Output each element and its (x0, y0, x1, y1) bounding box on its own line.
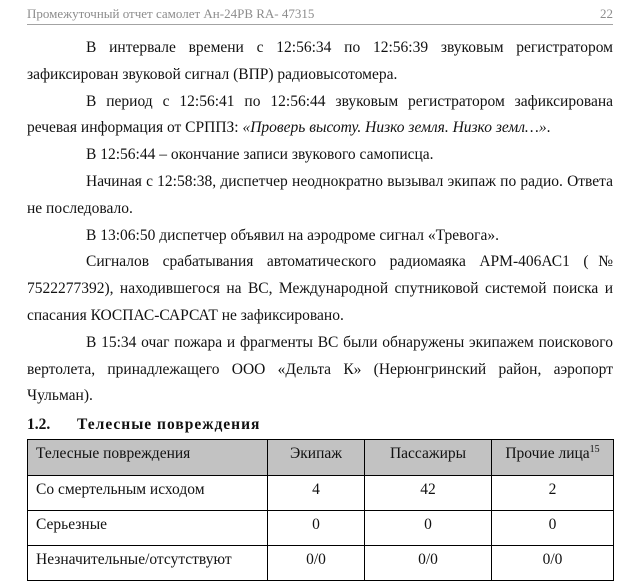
table-cell-value: 0 (268, 511, 365, 546)
running-header-title: Промежуточный отчет самолет Ан-24РВ RA- 47315 (27, 6, 315, 21)
footnote-reference: 15 (589, 444, 600, 455)
table-row-serious (28, 511, 614, 546)
paragraph (27, 330, 613, 410)
table-cell-value: 2 (492, 476, 614, 511)
paragraph-text: В 13:06:50 диспетчер объявил на аэродроме сигнал «Тревога». (86, 226, 499, 244)
table-cell-value: 0/0 (268, 546, 365, 581)
table-cell-value: 0/0 (365, 546, 492, 581)
table-header-row (28, 440, 614, 476)
paragraph (27, 89, 613, 143)
table-cell-value: 0 (492, 511, 614, 546)
table-cell-value: 42 (365, 476, 492, 511)
section-title: Телесные повреждения (77, 416, 261, 434)
section-heading (27, 412, 613, 438)
running-header (27, 0, 613, 25)
table-cell-label: Серьезные (28, 511, 268, 546)
paragraph-text: Начиная с 12:58:38, диспетчер неоднократно вызывал экипаж по радио. Ответа не последовало. (27, 172, 613, 217)
table-cell-label: Со смертельным исходом (28, 476, 268, 511)
column-header-crew: Экипаж (268, 440, 365, 476)
table-cell-value: 0 (365, 511, 492, 546)
paragraph-text: В 12:56:44 – окончание записи звукового самописца. (86, 146, 434, 164)
document-body (27, 25, 613, 410)
injuries-table (27, 439, 614, 581)
table-row-fatal (28, 476, 614, 511)
paragraph (27, 169, 613, 223)
page-number: 22 (600, 6, 613, 21)
paragraph (27, 35, 613, 89)
table-row-minor-none (28, 546, 614, 581)
paragraph-text: Сигналов срабатывания автоматического радиомаяка АРМ-406АС1 (№ 7522277392), находившегося на ВС, Международной спутниковой системой поиска и спасания КОСПАС-САРСАТ не зафиксировано. (27, 253, 613, 324)
column-header-passengers: Пассажиры (365, 440, 492, 476)
column-header-injury-type: Телесные повреждения (28, 440, 268, 476)
paragraph (27, 142, 613, 169)
quoted-speech: «Проверь высоту. Низко земля. Низко земл…» (242, 119, 547, 137)
column-header-others: Прочие лица$^{15}$ (492, 440, 614, 476)
table-cell-label: Незначительные/отсутствуют (28, 546, 268, 581)
paragraph-text: В 15:34 очаг пожара и фрагменты ВС были обнаружены экипажем поискового вертолета, принадлежащего ООО «Дельта К» (Нерюнгринский район, аэропорт Чульман). (27, 333, 613, 405)
paragraph-text: В интервале времени с 12:56:34 по 12:56:39 звуковым регистратором зафиксирован звуковой сигнал (ВПР) радиовысотомера. (27, 39, 613, 83)
paragraph-text: В период с 12:56:41 по 12:56:44 звуковым регистратором зафиксирована речевая информация от СРППЗ: (27, 92, 613, 137)
paragraph-text: . (546, 119, 551, 137)
table-cell-value: 0/0 (492, 546, 614, 581)
paragraph (27, 223, 613, 250)
table-cell-value: 4 (268, 476, 365, 511)
section-number: 1.2. (27, 416, 51, 434)
paragraph (27, 249, 613, 329)
